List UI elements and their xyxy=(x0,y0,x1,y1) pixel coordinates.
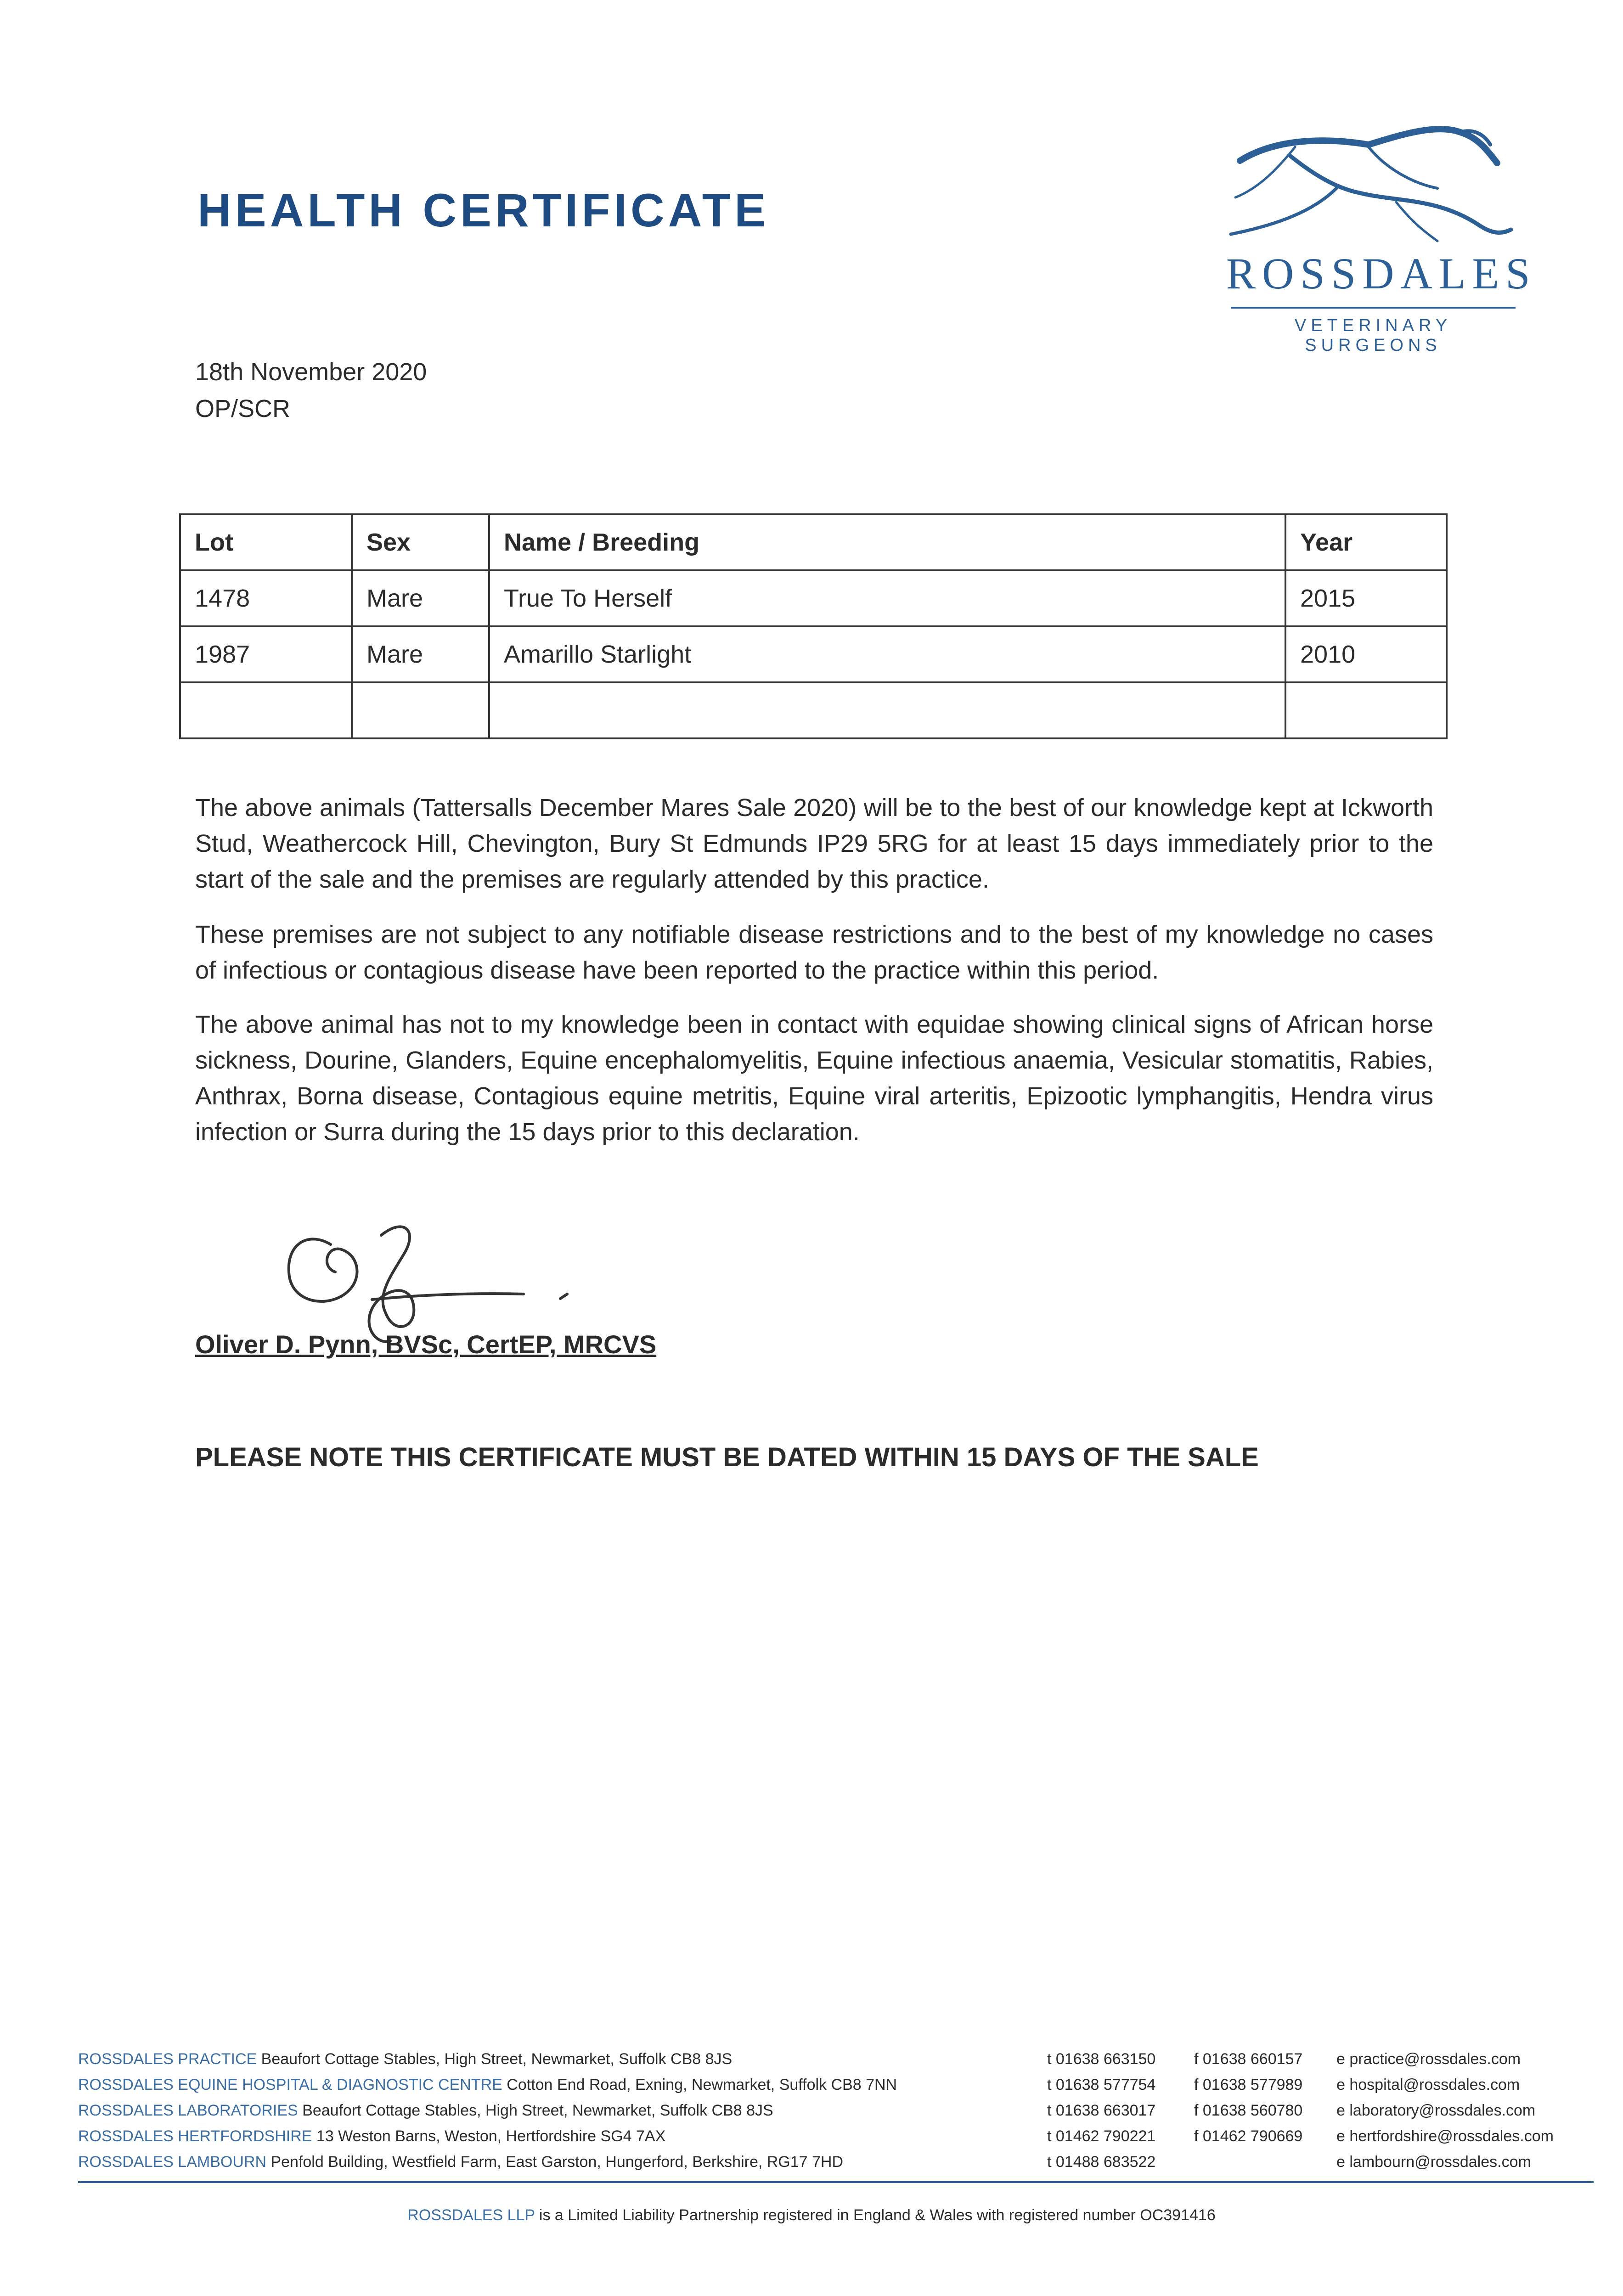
office-name: ROSSDALES HERTFORDSHIRE xyxy=(78,2127,312,2145)
cell-sex xyxy=(352,682,489,738)
document-reference: OP/SCR xyxy=(195,395,291,422)
logo-subtitle: VETERINARY SURGEONS xyxy=(1294,316,1452,355)
paragraph-restrictions: These premises are not subject to any notifiable disease restrictions and to the best of my knowledge no cases of infectious or contagious disease have been reported to the practice within this period. xyxy=(195,921,1433,984)
cell-lot: 1987 xyxy=(180,626,352,682)
footer-office-line xyxy=(78,2050,732,2068)
cell-lot xyxy=(180,682,352,738)
cell-sex: Mare xyxy=(352,570,489,626)
footer-office-row xyxy=(78,2076,1594,2102)
document-date: 18th November 2020 xyxy=(195,358,427,386)
horse-logo-icon xyxy=(1222,119,1520,248)
footer-office-row xyxy=(78,2050,1594,2076)
header-year: Year xyxy=(1285,514,1447,570)
office-telephone: t 01488 683522 xyxy=(1047,2153,1156,2171)
office-email: e hospital@rossdales.com xyxy=(1336,2076,1520,2093)
header-name-breeding: Name / Breeding xyxy=(489,514,1285,570)
handwritten-signature xyxy=(266,1203,597,1350)
paragraph-contact-declaration: The above animal has not to my knowledge been in contact with equidae showing clinical signs of African horse sickness, Dourine, Glanders, Equine encephalomyelitis, Equine infectious anaemia, Vesicular stomatitis, Rabies, Anthrax, Borna disease, Contagious equine metritis, Equine viral arteritis, Epizootic lymphangitis, Hendra virus infection or Surra during the 15 days prior to this declaration. xyxy=(195,1011,1433,1146)
table-row-empty xyxy=(180,682,1447,738)
footer-office-line xyxy=(78,2076,897,2094)
office-telephone: t 01462 790221 xyxy=(1047,2127,1156,2145)
office-telephone: t 01638 663017 xyxy=(1047,2102,1156,2119)
footer-offices xyxy=(78,2050,1594,2179)
office-email: e hertfordshire@rossdales.com xyxy=(1336,2127,1554,2145)
office-address: Cotton End Road, Exning, Newmarket, Suffolk CB8 7NN xyxy=(507,2076,897,2093)
office-address: Penfold Building, Westfield Farm, East Garston, Hungerford, Berkshire, RG17 7HD xyxy=(270,2153,844,2171)
footer-divider xyxy=(78,2181,1594,2183)
office-telephone: t 01638 663150 xyxy=(1047,2050,1156,2068)
office-email: e laboratory@rossdales.com xyxy=(1336,2102,1536,2119)
footer-office-line xyxy=(78,2127,665,2145)
logo-divider xyxy=(1231,307,1516,309)
office-address: Beaufort Cottage Stables, High Street, Newmarket, Suffolk CB8 8JS xyxy=(302,2102,773,2119)
office-name: ROSSDALES EQUINE HOSPITAL & DIAGNOSTIC CENTRE xyxy=(78,2076,502,2093)
office-address: 13 Weston Barns, Weston, Hertfordshire SG4 7AX xyxy=(316,2127,666,2145)
legal-entity-text: is a Limited Liability Partnership registered in England & Wales with registered number OC391416 xyxy=(539,2206,1216,2224)
footer-legal-notice xyxy=(0,2206,1623,2224)
cell-year xyxy=(1285,682,1447,738)
office-email: e lambourn@rossdales.com xyxy=(1336,2153,1531,2171)
office-email: e practice@rossdales.com xyxy=(1336,2050,1521,2068)
office-fax: f 01638 560780 xyxy=(1194,2102,1303,2119)
document-title: HEALTH CERTIFICATE xyxy=(197,184,770,236)
rossdales-logo xyxy=(1222,119,1537,355)
office-name: ROSSDALES PRACTICE xyxy=(78,2050,257,2068)
table-row xyxy=(180,570,1447,626)
signatory-name: Oliver D. Pynn, BVSc, CertEP, MRCVS xyxy=(195,1330,657,1359)
footer-office-line xyxy=(78,2153,843,2171)
table-row xyxy=(180,626,1447,682)
office-address: Beaufort Cottage Stables, High Street, Newmarket, Suffolk CB8 8JS xyxy=(261,2050,733,2068)
date-block xyxy=(195,354,427,427)
header-lot: Lot xyxy=(180,514,352,570)
cell-year: 2015 xyxy=(1285,570,1447,626)
office-name: ROSSDALES LAMBOURN xyxy=(78,2153,266,2171)
paragraph-premises: The above animals (Tattersalls December Mares Sale 2020) will be to the best of our knowledge kept at Ickworth Stud, Weathercock Hill, Chevington, Bury St Edmunds IP29 5RG for at least 15 days immediately prior to the start of the sale and the premises are regularly attended by this practice. xyxy=(195,794,1433,893)
cell-lot: 1478 xyxy=(180,570,352,626)
logo-wordmark: ROSSDALES xyxy=(1226,249,1537,298)
legal-entity-name: ROSSDALES LLP xyxy=(407,2206,535,2224)
footer-office-line xyxy=(78,2102,773,2120)
office-telephone: t 01638 577754 xyxy=(1047,2076,1156,2093)
office-fax: f 01638 660157 xyxy=(1194,2050,1303,2068)
table-header-row xyxy=(180,514,1447,570)
animals-table xyxy=(179,513,1448,739)
dating-notice: PLEASE NOTE THIS CERTIFICATE MUST BE DATED WITHIN 15 DAYS OF THE SALE xyxy=(195,1442,1259,1472)
cell-name xyxy=(489,682,1285,738)
cell-name: Amarillo Starlight xyxy=(489,626,1285,682)
cell-sex: Mare xyxy=(352,626,489,682)
office-name: ROSSDALES LABORATORIES xyxy=(78,2102,298,2119)
header-sex: Sex xyxy=(352,514,489,570)
cell-name: True To Herself xyxy=(489,570,1285,626)
cell-year: 2010 xyxy=(1285,626,1447,682)
office-fax: f 01462 790669 xyxy=(1194,2127,1303,2145)
footer-office-row xyxy=(78,2153,1594,2179)
office-fax: f 01638 577989 xyxy=(1194,2076,1303,2093)
footer-office-row xyxy=(78,2102,1594,2127)
footer-office-row xyxy=(78,2127,1594,2153)
